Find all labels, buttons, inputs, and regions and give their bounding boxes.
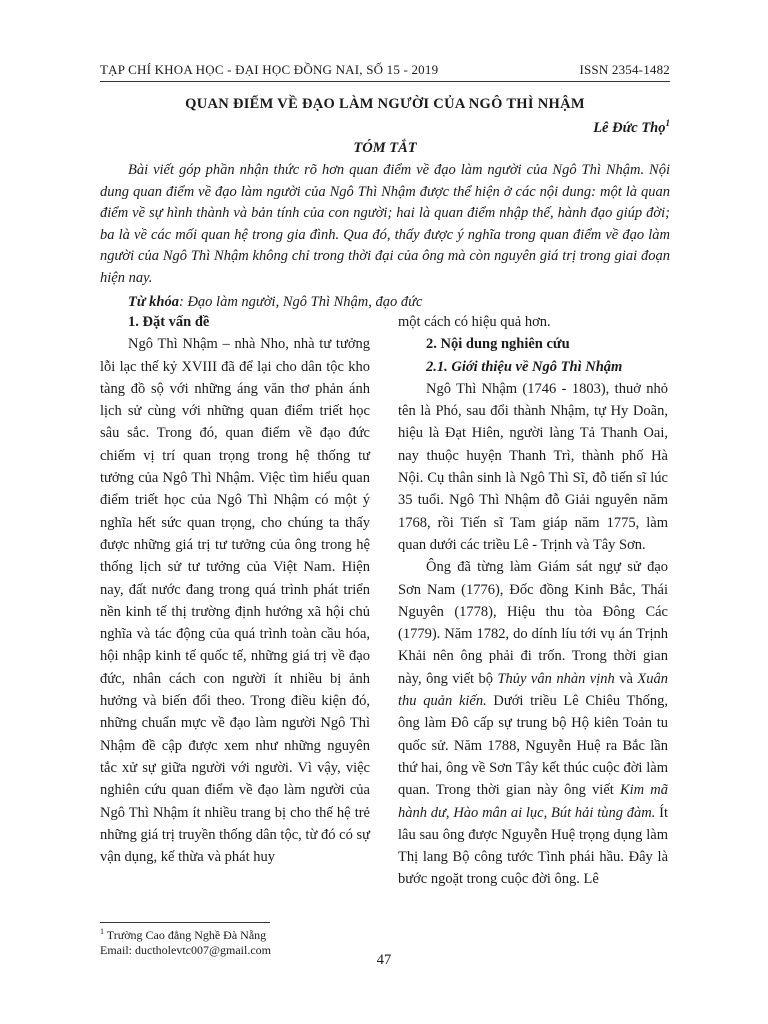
footnote-affiliation (100, 924, 271, 943)
footnote-mark: 1 (100, 927, 104, 936)
work-title: Xuân thu quản kiến. (398, 670, 668, 710)
section-1-heading: 1. Đặt vấn đề (128, 314, 210, 330)
section-1-paragraph: Ngô Thì Nhậm – nhà Nho, nhà tư tưởng lỗi lạc thế kỷ XVIII đã để lại cho dân tộc kho tàng đồ sộ với những áng văn thơ phản ánh lịch sử cùng với những quan điểm triết học sâu sắc. Trong đó, quan điểm về đạo đức chiếm vị trí quan trọng trong hệ thống tư tưởng của Ngô Thì Nhậm. Việc tìm hiểu quan điểm triết học của Ngô Thì Nhậm có một ý nghĩa hết sức quan trọng, cho chúng ta thấy được những giá trị tư tưởng của ông trong hệ thống lịch sử tư tưởng của Việt Nam. Hiện nay, đất nước đang trong quá trình phát triển nền kinh tế thị trường định hướng xã hội chủ nghĩa và tác động của quá trình toàn cầu hóa, hội nhập kinh tế quốc tế, những giá trị về đạo đức, nhân cách con người ít nhiều bị ảnh hưởng và biến đổi theo. Trong điều kiện đó, những chuẩn mực về đạo làm người Ngô Thì Nhậm đề cập được xem như những nguyên tắc xử sự giữa người với người. Vì vậy, việc nghiên cứu quan điểm về đạo làm người của Ngô Thì Nhậm ít nhiều trang bị cho thế hệ trẻ những giá trị truyền thống dân tộc, từ đó có sự vận dụng, kế thừa và phát huy (100, 336, 370, 866)
author-name: Lê Đức Thọ (593, 119, 666, 136)
page-number: 47 (376, 952, 392, 968)
footnote-email: Email: ductholevtc007@gmail.com (100, 943, 272, 957)
keywords-list: : Đạo làm người, Ngô Thì Nhậm, đạo đức (178, 294, 423, 310)
right-column (398, 311, 668, 891)
text-run: Dưới triều Lê Chiêu Thống, ông làm Đô cấp sự trung bộ Hộ kiên Toản tu quốc sử. Năm 1788, Nguyễn Huệ ra Bắc lần thứ hai, ông về Sơn Tây kết thúc cuộc đời làm quan. Trong thời gian này ông viết (398, 693, 668, 799)
text-run: và (614, 670, 638, 687)
article-title: QUAN ĐIỂM VỀ ĐẠO LÀM NGƯỜI CỦA NGÔ THÌ NHẬM (185, 96, 585, 112)
work-title: Thủy vân nhàn vịnh (497, 670, 615, 687)
text-run: Ông đã từng làm Giám sát ngự sử đạo Sơn Nam (1776), Đốc đồng Kinh Bắc, Thái Nguyên (1778), Hiệu thu tòa Đông Các (1779). Năm 1782, do dính líu tới vụ án Trịnh Khải nên ông phải đi trốn. Trong thời gian này, ông viết bộ (398, 559, 668, 687)
author (593, 118, 670, 137)
journal-name: TẠP CHÍ KHOA HỌC - ĐẠI HỌC ĐỒNG NAI, SỐ 15 - 2019 (100, 62, 439, 77)
biography-paragraph-1: Ngô Thì Nhậm (1746 - 1803), thuở nhỏ tên là Phó, sau đổi thành Nhậm, tự Hy Doãn, hiệu là Đạt Hiên, người làng Tả Thanh Oai, nay thuộc huyện Thanh Trì, thành phố Hà Nội. Cụ thân sinh là Ngô Thì Sĩ, đỗ tiến sĩ lúc 35 tuổi. Ngô Thì Nhậm đỗ Giải nguyên năm 1768, rồi Tiến sĩ Tam giáp năm 1775, làm quan dưới các triều Lê - Trịnh và Tây Sơn. (398, 380, 668, 553)
text-run: Ít lâu sau ông được Nguyễn Huệ trọng dụng làm Thị lang Bộ công tước Tình phái hầu. Đây là bước ngoặt trong cuộc đời ông. Lê (398, 804, 668, 888)
left-column (100, 311, 370, 868)
keywords (100, 292, 670, 313)
journal-header (100, 60, 670, 82)
author-footnote-mark: 1 (665, 118, 670, 128)
footnote-divider (100, 922, 270, 923)
issn: ISSN 2354-1482 (579, 62, 670, 77)
keywords-label: Từ khóa (128, 294, 179, 310)
subsection-2-1-heading: 2.1. Giới thiệu về Ngô Thì Nhậm (426, 358, 623, 375)
abstract-text: Bài viết góp phần nhận thức rõ hơn quan điểm về đạo làm người của Ngô Thì Nhậm. Nội dung quan điểm về đạo làm người của Ngô Thì Nhậm được thể hiện ở các nội dung: một là quan điểm về sự hình thành và bản tính của con người; hai là quan điểm nhập thế, hành đạo giúp đời; ba là về các mối quan hệ trong gia đình. Qua đó, thấy được ý nghĩa trong quan điểm về đạo làm người của Ngô Thì Nhậm không chỉ trong thời đại của ông mà còn nguyên giá trị trong giai đoạn hiện nay. (100, 162, 670, 286)
work-title: Kim mã hành dư, Hào mân ai lục, Bút hải tùng đàm. (398, 782, 668, 821)
affiliation-text: Trường Cao đẳng Nghề Đà Nẵng (104, 928, 267, 942)
continuation-text: một cách có hiệu quả hơn. (398, 314, 551, 330)
section-2-heading: 2. Nội dung nghiên cứu (426, 336, 570, 353)
abstract-heading: TÓM TẮT (353, 140, 417, 156)
biography-paragraph-2 (398, 556, 668, 890)
